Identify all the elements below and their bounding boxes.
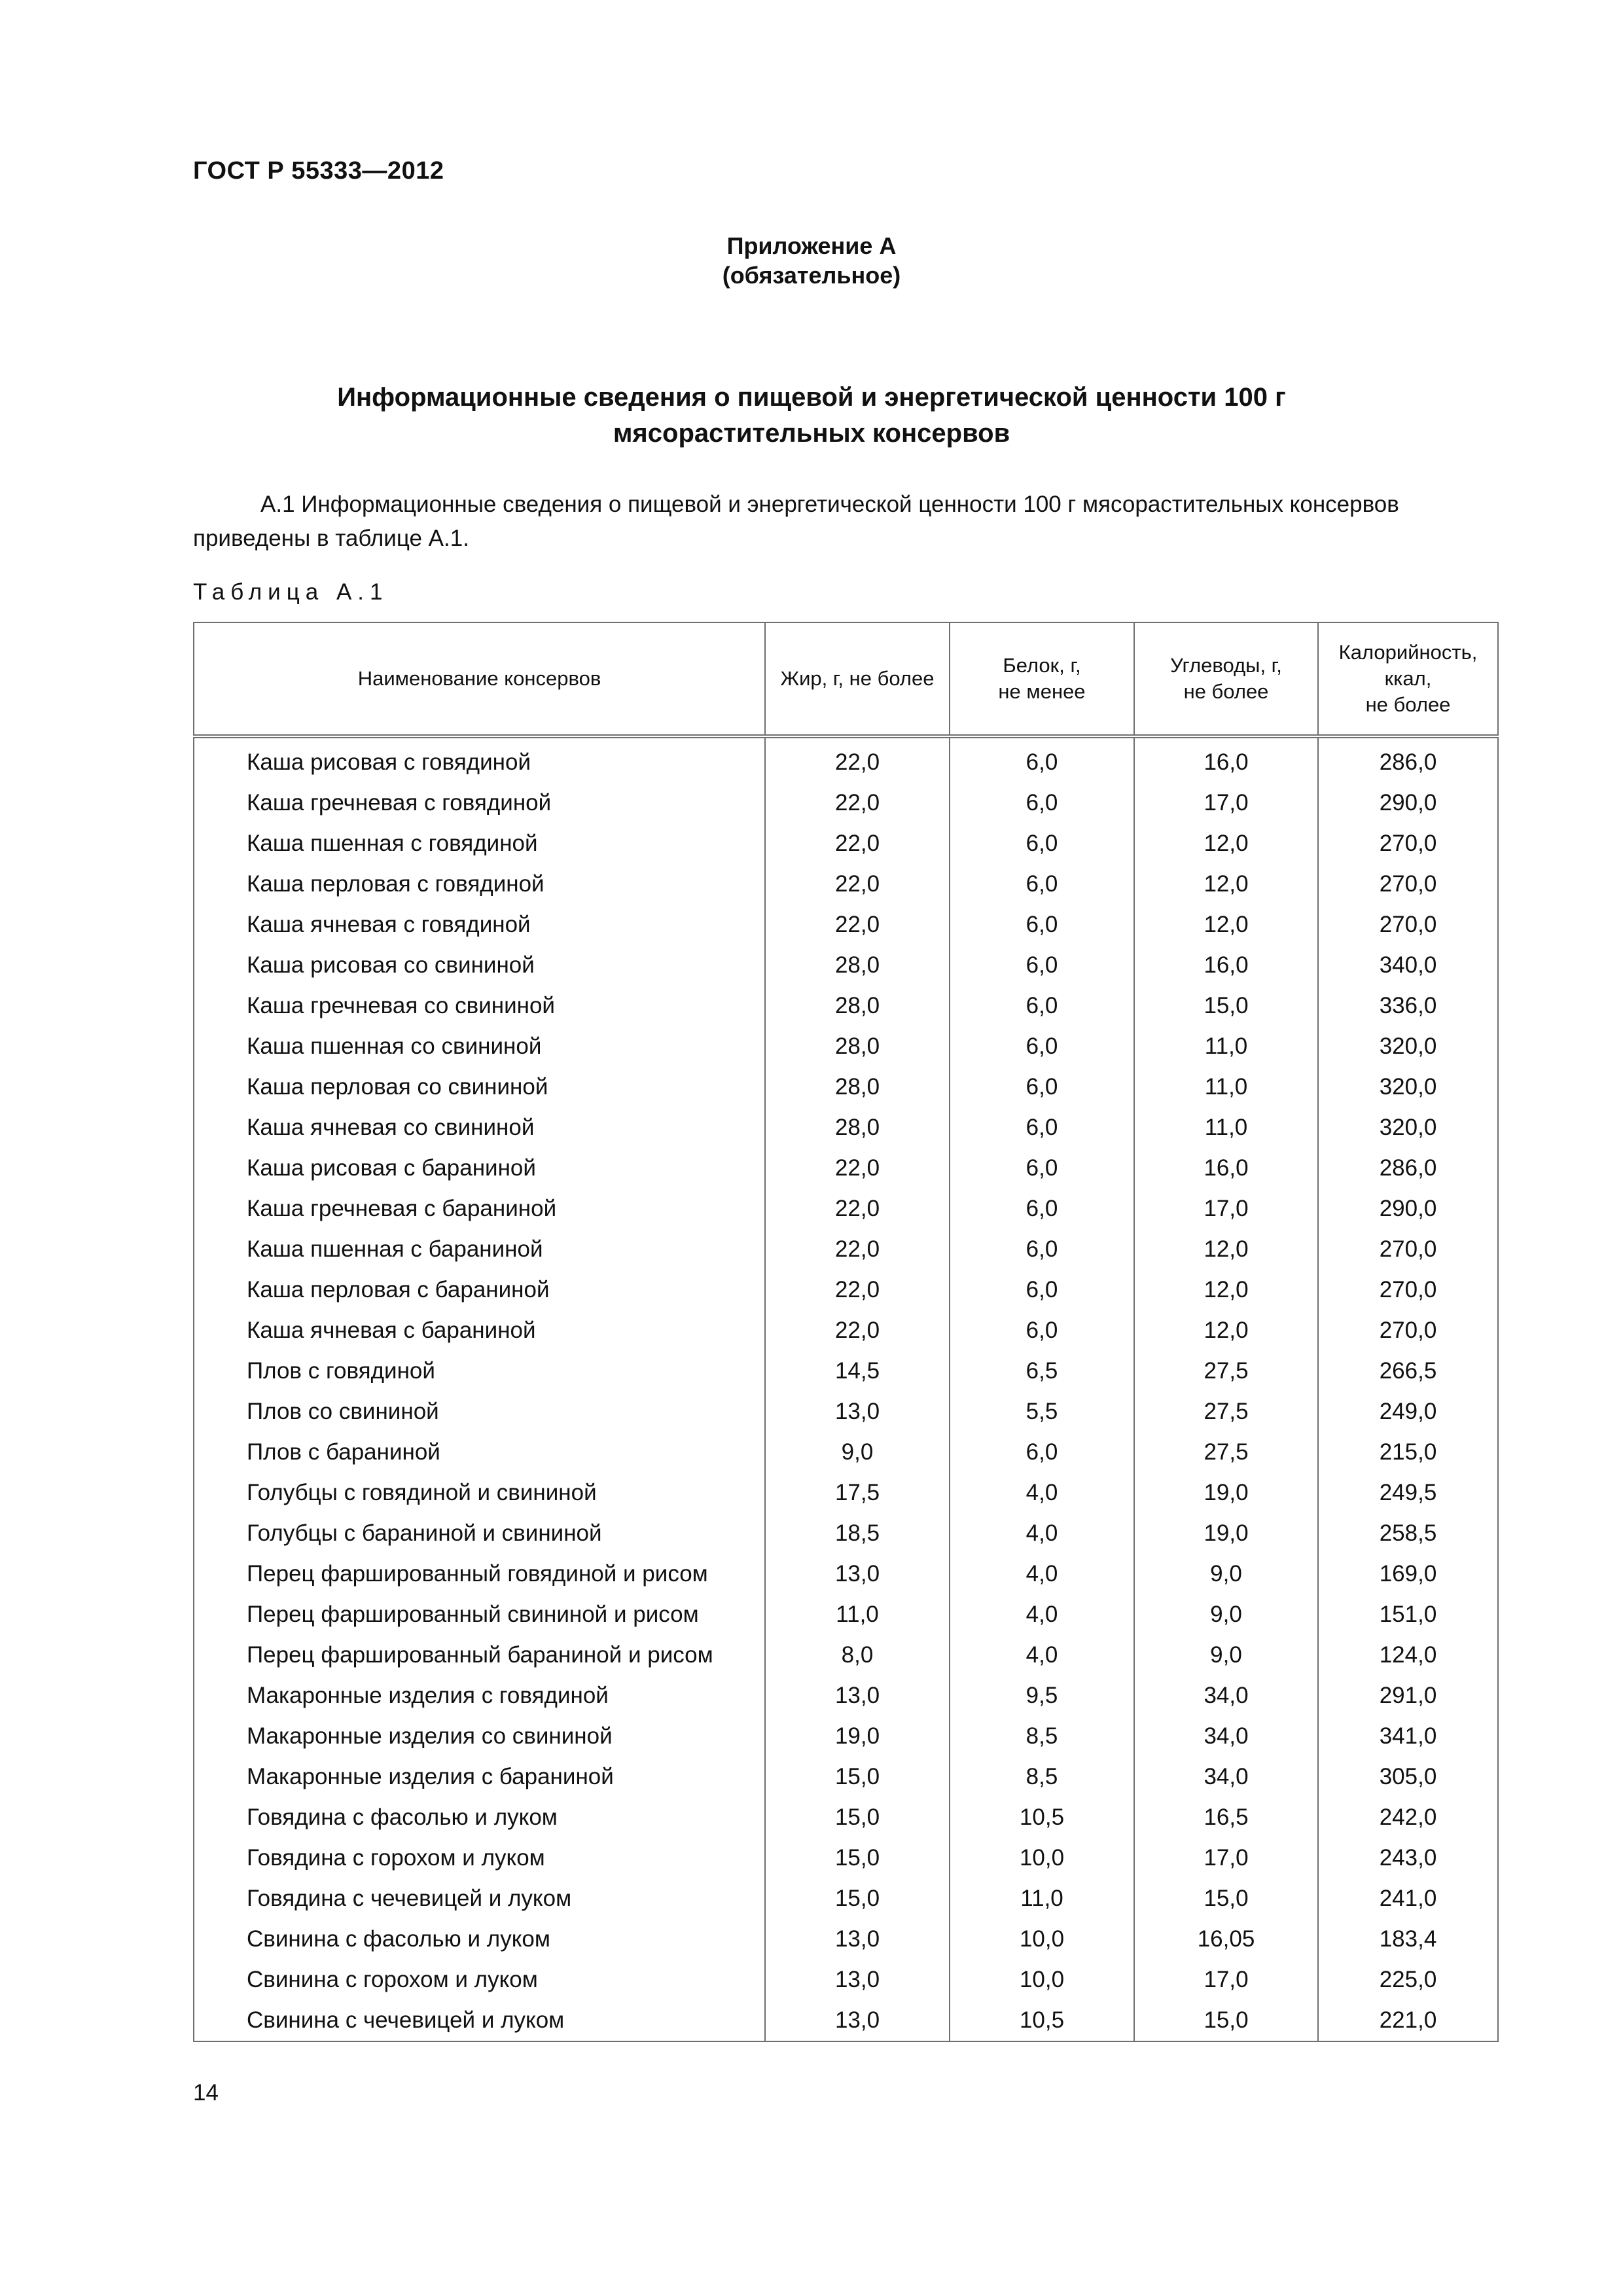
column-header-carbs	[1134, 622, 1318, 736]
column-header-protein	[950, 622, 1134, 736]
cell-calories: 291,0	[1318, 1676, 1498, 1716]
cell-protein: 6,0	[950, 736, 1134, 783]
cell-fat: 15,0	[765, 1797, 950, 1838]
cell-protein: 4,0	[950, 1635, 1134, 1676]
table-row	[194, 1594, 1498, 1635]
column-header-text: Белок, г,	[1003, 654, 1081, 677]
cell-carbs: 16,5	[1134, 1797, 1318, 1838]
cell-calories: 225,0	[1318, 1960, 1498, 2000]
cell-carbs: 11,0	[1134, 1107, 1318, 1148]
cell-protein: 6,0	[950, 1310, 1134, 1351]
table-row	[194, 1432, 1498, 1473]
cell-product-name: Голубцы с бараниной и свининой	[194, 1513, 765, 1554]
table-row	[194, 1351, 1498, 1391]
cell-protein: 6,0	[950, 783, 1134, 823]
cell-protein: 6,0	[950, 823, 1134, 864]
cell-carbs: 19,0	[1134, 1473, 1318, 1513]
cell-calories: 151,0	[1318, 1594, 1498, 1635]
cell-product-name: Макаронные изделия с говядиной	[194, 1676, 765, 1716]
table-row	[194, 1716, 1498, 1757]
cell-carbs: 12,0	[1134, 1310, 1318, 1351]
cell-product-name: Каша рисовая с бараниной	[194, 1148, 765, 1189]
cell-product-name: Плов с говядиной	[194, 1351, 765, 1391]
page-number: 14	[193, 2080, 219, 2106]
cell-protein: 10,0	[950, 1960, 1134, 2000]
cell-calories: 341,0	[1318, 1716, 1498, 1757]
cell-carbs: 12,0	[1134, 905, 1318, 945]
cell-carbs: 12,0	[1134, 823, 1318, 864]
table-row	[194, 1878, 1498, 1919]
table-header-row	[194, 622, 1498, 736]
cell-product-name: Говядина с фасолью и луком	[194, 1797, 765, 1838]
cell-product-name: Макаронные изделия с бараниной	[194, 1757, 765, 1797]
cell-product-name: Каша рисовая с говядиной	[194, 736, 765, 783]
table-body	[194, 736, 1498, 2041]
cell-carbs: 27,5	[1134, 1391, 1318, 1432]
cell-calories: 270,0	[1318, 905, 1498, 945]
cell-fat: 17,5	[765, 1473, 950, 1513]
column-header-text: Углеводы, г,	[1170, 654, 1282, 677]
cell-calories: 286,0	[1318, 736, 1498, 783]
cell-carbs: 12,0	[1134, 864, 1318, 905]
cell-calories: 241,0	[1318, 1878, 1498, 1919]
table-row	[194, 1513, 1498, 1554]
cell-calories: 270,0	[1318, 1270, 1498, 1310]
cell-protein: 6,0	[950, 905, 1134, 945]
cell-carbs: 17,0	[1134, 783, 1318, 823]
table-row	[194, 864, 1498, 905]
cell-carbs: 15,0	[1134, 2000, 1318, 2041]
cell-product-name: Плов с бараниной	[194, 1432, 765, 1473]
table-row	[194, 1229, 1498, 1270]
cell-fat: 15,0	[765, 1838, 950, 1878]
cell-product-name: Голубцы с говядиной и свининой	[194, 1473, 765, 1513]
table-row	[194, 1067, 1498, 1107]
cell-protein: 6,5	[950, 1351, 1134, 1391]
cell-carbs: 9,0	[1134, 1635, 1318, 1676]
cell-product-name: Каша гречневая с бараниной	[194, 1189, 765, 1229]
cell-carbs: 11,0	[1134, 1026, 1318, 1067]
table-row	[194, 1391, 1498, 1432]
table-row	[194, 1838, 1498, 1878]
cell-product-name: Свинина с горохом и луком	[194, 1960, 765, 2000]
cell-fat: 13,0	[765, 1919, 950, 1960]
cell-calories: 320,0	[1318, 1107, 1498, 1148]
table-caption: Таблица А.1	[193, 579, 389, 605]
column-header-text: не более	[1365, 693, 1451, 716]
cell-calories: 270,0	[1318, 1310, 1498, 1351]
annex-status: (обязательное)	[722, 262, 901, 289]
cell-fat: 13,0	[765, 1676, 950, 1716]
cell-fat: 22,0	[765, 1270, 950, 1310]
cell-carbs: 16,0	[1134, 736, 1318, 783]
cell-protein: 11,0	[950, 1878, 1134, 1919]
cell-carbs: 9,0	[1134, 1594, 1318, 1635]
cell-carbs: 16,05	[1134, 1919, 1318, 1960]
cell-calories: 124,0	[1318, 1635, 1498, 1676]
cell-carbs: 34,0	[1134, 1676, 1318, 1716]
cell-protein: 9,5	[950, 1676, 1134, 1716]
cell-carbs: 12,0	[1134, 1229, 1318, 1270]
cell-protein: 6,0	[950, 1148, 1134, 1189]
table-row	[194, 1554, 1498, 1594]
cell-carbs: 27,5	[1134, 1351, 1318, 1391]
cell-fat: 11,0	[765, 1594, 950, 1635]
cell-product-name: Каша гречневая со свининой	[194, 986, 765, 1026]
cell-protein: 5,5	[950, 1391, 1134, 1432]
cell-product-name: Каша перловая с говядиной	[194, 864, 765, 905]
cell-protein: 6,0	[950, 945, 1134, 986]
cell-product-name: Свинина с фасолью и луком	[194, 1919, 765, 1960]
cell-product-name: Перец фаршированный свининой и рисом	[194, 1594, 765, 1635]
cell-protein: 6,0	[950, 1067, 1134, 1107]
cell-product-name: Перец фаршированный бараниной и рисом	[194, 1635, 765, 1676]
intro-paragraph-line-2: приведены в таблице А.1.	[193, 526, 469, 551]
cell-carbs: 34,0	[1134, 1716, 1318, 1757]
column-header-text: Жир, г, не более	[780, 667, 935, 690]
cell-carbs: 15,0	[1134, 1878, 1318, 1919]
cell-fat: 28,0	[765, 1107, 950, 1148]
cell-fat: 13,0	[765, 1554, 950, 1594]
cell-fat: 13,0	[765, 2000, 950, 2041]
cell-product-name: Перец фаршированный говядиной и рисом	[194, 1554, 765, 1594]
cell-product-name: Говядина с чечевицей и луком	[194, 1878, 765, 1919]
table-row	[194, 945, 1498, 986]
table-row	[194, 823, 1498, 864]
cell-carbs: 15,0	[1134, 986, 1318, 1026]
cell-calories: 183,4	[1318, 1919, 1498, 1960]
cell-calories: 169,0	[1318, 1554, 1498, 1594]
cell-calories: 320,0	[1318, 1026, 1498, 1067]
cell-fat: 22,0	[765, 1148, 950, 1189]
cell-carbs: 11,0	[1134, 1067, 1318, 1107]
cell-calories: 270,0	[1318, 1229, 1498, 1270]
cell-fat: 22,0	[765, 1229, 950, 1270]
cell-carbs: 17,0	[1134, 1189, 1318, 1229]
cell-protein: 6,0	[950, 986, 1134, 1026]
cell-calories: 243,0	[1318, 1838, 1498, 1878]
table-row	[194, 1310, 1498, 1351]
table-row	[194, 1676, 1498, 1716]
column-header-fat	[765, 622, 950, 736]
cell-product-name: Каша ячневая со свининой	[194, 1107, 765, 1148]
cell-fat: 18,5	[765, 1513, 950, 1554]
cell-fat: 19,0	[765, 1716, 950, 1757]
cell-protein: 4,0	[950, 1554, 1134, 1594]
cell-calories: 320,0	[1318, 1067, 1498, 1107]
cell-calories: 270,0	[1318, 823, 1498, 864]
table-row	[194, 1148, 1498, 1189]
cell-protein: 6,0	[950, 1229, 1134, 1270]
table-row	[194, 1270, 1498, 1310]
cell-fat: 28,0	[765, 1026, 950, 1067]
cell-product-name: Свинина с чечевицей и луком	[194, 2000, 765, 2041]
cell-protein: 10,0	[950, 1838, 1134, 1878]
cell-carbs: 9,0	[1134, 1554, 1318, 1594]
table-row	[194, 2000, 1498, 2041]
cell-fat: 9,0	[765, 1432, 950, 1473]
table-row	[194, 1960, 1498, 2000]
cell-carbs: 19,0	[1134, 1513, 1318, 1554]
cell-product-name: Каша ячневая с говядиной	[194, 905, 765, 945]
cell-protein: 10,5	[950, 1797, 1134, 1838]
cell-product-name: Плов со свининой	[194, 1391, 765, 1432]
cell-product-name: Каша ячневая с бараниной	[194, 1310, 765, 1351]
table-row	[194, 1026, 1498, 1067]
cell-protein: 6,0	[950, 1189, 1134, 1229]
cell-product-name: Каша рисовая со свининой	[194, 945, 765, 986]
intro-paragraph-line-1: А.1 Информационные сведения о пищевой и энергетической ценности 100 г мясорастительных консервов	[260, 492, 1399, 517]
intro-paragraph	[193, 488, 1499, 556]
cell-carbs: 16,0	[1134, 945, 1318, 986]
section-title-line-2: мясорастительных консервов	[613, 419, 1010, 448]
column-header-text: Калорийность,	[1338, 641, 1478, 664]
cell-carbs: 27,5	[1134, 1432, 1318, 1473]
table-row	[194, 905, 1498, 945]
cell-calories: 242,0	[1318, 1797, 1498, 1838]
cell-calories: 249,0	[1318, 1391, 1498, 1432]
cell-fat: 22,0	[765, 905, 950, 945]
cell-calories: 305,0	[1318, 1757, 1498, 1797]
cell-fat: 15,0	[765, 1878, 950, 1919]
cell-protein: 6,0	[950, 1432, 1134, 1473]
cell-calories: 266,5	[1318, 1351, 1498, 1391]
cell-product-name: Каша гречневая с говядиной	[194, 783, 765, 823]
cell-fat: 22,0	[765, 864, 950, 905]
cell-protein: 6,0	[950, 1026, 1134, 1067]
cell-fat: 8,0	[765, 1635, 950, 1676]
cell-fat: 22,0	[765, 1189, 950, 1229]
table-row	[194, 1757, 1498, 1797]
table-row	[194, 1919, 1498, 1960]
table-row	[194, 986, 1498, 1026]
column-header-text: ккал,	[1384, 667, 1432, 690]
cell-calories: 249,5	[1318, 1473, 1498, 1513]
table-row	[194, 736, 1498, 783]
cell-product-name: Каша пшенная с бараниной	[194, 1229, 765, 1270]
cell-fat: 13,0	[765, 1960, 950, 2000]
cell-carbs: 16,0	[1134, 1148, 1318, 1189]
cell-fat: 28,0	[765, 945, 950, 986]
cell-fat: 14,5	[765, 1351, 950, 1391]
cell-protein: 8,5	[950, 1757, 1134, 1797]
cell-carbs: 17,0	[1134, 1838, 1318, 1878]
cell-product-name: Каша перловая с бараниной	[194, 1270, 765, 1310]
cell-protein: 10,5	[950, 2000, 1134, 2041]
cell-product-name: Макаронные изделия со свининой	[194, 1716, 765, 1757]
cell-calories: 290,0	[1318, 1189, 1498, 1229]
column-header-text: не менее	[998, 680, 1086, 703]
cell-calories: 286,0	[1318, 1148, 1498, 1189]
cell-fat: 22,0	[765, 736, 950, 783]
cell-calories: 336,0	[1318, 986, 1498, 1026]
cell-protein: 4,0	[950, 1513, 1134, 1554]
cell-protein: 4,0	[950, 1594, 1134, 1635]
cell-product-name: Говядина с горохом и луком	[194, 1838, 765, 1878]
column-header-text: Наименование консервов	[357, 667, 601, 690]
cell-protein: 8,5	[950, 1716, 1134, 1757]
cell-fat: 22,0	[765, 783, 950, 823]
cell-protein: 4,0	[950, 1473, 1134, 1513]
table-row	[194, 1473, 1498, 1513]
cell-fat: 15,0	[765, 1757, 950, 1797]
column-header-text: не более	[1183, 680, 1269, 703]
cell-calories: 340,0	[1318, 945, 1498, 986]
column-header-calories	[1318, 622, 1498, 736]
cell-fat: 22,0	[765, 823, 950, 864]
table-row	[194, 783, 1498, 823]
cell-product-name: Каша перловая со свининой	[194, 1067, 765, 1107]
table-row	[194, 1635, 1498, 1676]
column-header-name	[194, 622, 765, 736]
cell-carbs: 17,0	[1134, 1960, 1318, 2000]
cell-carbs: 34,0	[1134, 1757, 1318, 1797]
cell-calories: 270,0	[1318, 864, 1498, 905]
cell-protein: 6,0	[950, 1270, 1134, 1310]
section-title-line-1: Информационные сведения о пищевой и энергетической ценности 100 г	[337, 383, 1286, 412]
cell-calories: 258,5	[1318, 1513, 1498, 1554]
cell-calories: 290,0	[1318, 783, 1498, 823]
cell-fat: 13,0	[765, 1391, 950, 1432]
cell-product-name: Каша пшенная со свининой	[194, 1026, 765, 1067]
annex-title: Приложение А	[726, 232, 897, 259]
cell-calories: 215,0	[1318, 1432, 1498, 1473]
cell-product-name: Каша пшенная с говядиной	[194, 823, 765, 864]
cell-protein: 10,0	[950, 1919, 1134, 1960]
nutrition-table	[193, 622, 1499, 2042]
cell-fat: 28,0	[765, 1067, 950, 1107]
cell-carbs: 12,0	[1134, 1270, 1318, 1310]
cell-protein: 6,0	[950, 1107, 1134, 1148]
cell-fat: 22,0	[765, 1310, 950, 1351]
table-row	[194, 1797, 1498, 1838]
document-standard-header: ГОСТ Р 55333—2012	[193, 157, 444, 185]
cell-protein: 6,0	[950, 864, 1134, 905]
table-row	[194, 1189, 1498, 1229]
cell-fat: 28,0	[765, 986, 950, 1026]
table-row	[194, 1107, 1498, 1148]
cell-calories: 221,0	[1318, 2000, 1498, 2041]
